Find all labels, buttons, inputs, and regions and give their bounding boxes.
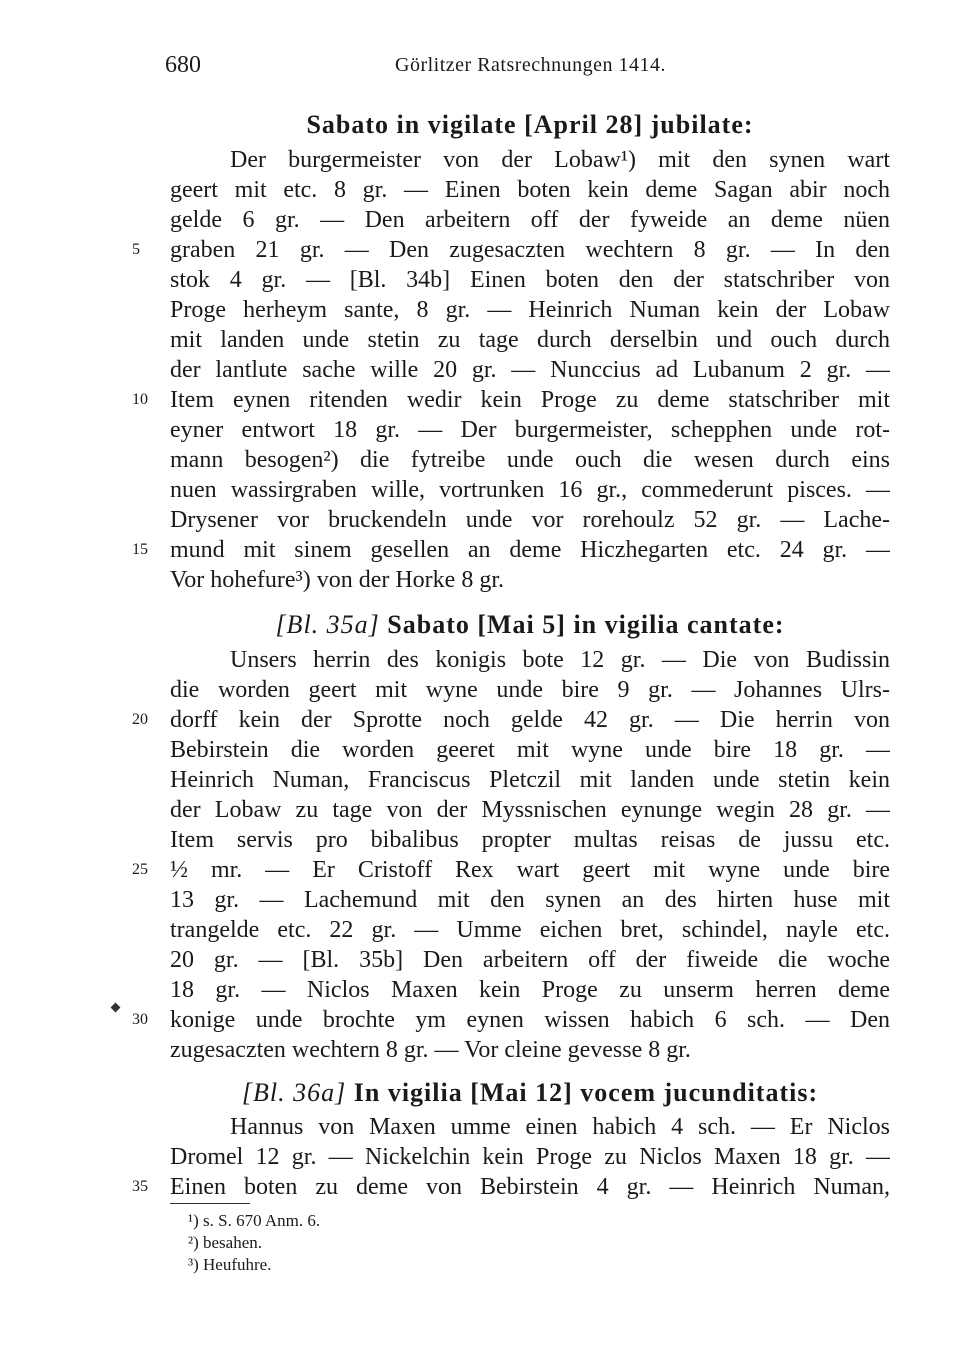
text-line: nuen wassirgraben wille, vortrunken 16 gr., commederunt pisces. — (170, 477, 890, 503)
text-line: Dromel 12 gr. — Nickelchin kein Proge zu Niclos Maxen 18 gr. — (170, 1144, 890, 1170)
text-line: der lantlute sache wille 20 gr. — Nunccius ad Lubanum 2 gr. — (170, 357, 890, 383)
text-line: der Lobaw zu tage von der Myssnischen eynunge wegin 28 gr. — (170, 797, 890, 823)
text-line: konige unde brochte ym eynen wissen habich 6 sch. — Den (170, 1007, 890, 1033)
folio-reference: [Bl. 36a] (241, 1078, 347, 1107)
text-line: Item servis pro bibalibus propter multas reisas de jussu etc. (170, 827, 890, 853)
text-line: 18 gr. — Niclos Maxen kein Proge zu unserm herren deme (170, 977, 890, 1003)
running-head: Görlitzer Ratsrechnungen 1414. (395, 54, 667, 76)
folio-reference: [Bl. 35a] (275, 610, 380, 639)
margin-mark (111, 1003, 121, 1013)
line-number: 35 (132, 1178, 148, 1195)
text-line: Drysener vor bruckendeln unde vor rorehoulz 52 gr. — Lache- (170, 507, 890, 533)
page-header (165, 52, 885, 88)
text-line: Der burgermeister von der Lobaw¹) mit den synen wart (230, 147, 890, 173)
section-heading-3: [Bl. 36a] In vigilia [Mai 12] vocem jucunditatis: (241, 1078, 819, 1107)
text-line: gelde 6 gr. — Den arbeitern off der fyweide an deme nüen (170, 207, 890, 233)
footnote-rule (170, 1203, 250, 1204)
text-line: 13 gr. — Lachemund mit den synen an des hirten huse mit (170, 887, 890, 913)
text-line: Hannus von Maxen umme einen habich 4 sch. — Er Niclos (230, 1114, 890, 1140)
text-line: Proge herheym sante, 8 gr. — Heinrich Numan kein der Lobaw (170, 297, 890, 323)
text-line: Unsers herrin des konigis bote 12 gr. — Die von Budissin (230, 647, 890, 673)
text-line: graben 21 gr. — Den zugesaczten wechtern 8 gr. — In den (170, 237, 890, 263)
text-line: eyner entwort 18 gr. — Der burgermeister, schepphen unde rot- (170, 417, 890, 443)
footnote: ²) besahen. (188, 1233, 263, 1252)
line-number: 10 (132, 391, 148, 408)
line-number: 5 (132, 241, 140, 258)
section-heading-1: Sabato in vigilate [April 28] jubilate: (306, 110, 754, 139)
text-line: mit landen unde stetin zu tage durch derselbin und ouch durch (170, 327, 890, 353)
footnote: ¹) s. S. 670 Anm. 6. (188, 1211, 321, 1230)
text-line: Heinrich Numan, Franciscus Pletczil mit landen unde stetin kein (170, 767, 890, 793)
text-line: Bebirstein die worden geeret mit wyne unde bire 18 gr. — (170, 737, 890, 763)
text-line: geert mit etc. 8 gr. — Einen boten kein deme Sagan abir noch (170, 177, 890, 203)
text-line: 20 gr. — [Bl. 35b] Den arbeitern off der fiweide die woche (170, 947, 890, 973)
line-number: 30 (132, 1011, 148, 1028)
page-number: 680 (165, 52, 201, 78)
text-line: zugesaczten wechtern 8 gr. — Vor cleine gevesse 8 gr. (170, 1037, 691, 1063)
text-line: Vor hohefure³) von der Horke 8 gr. (170, 567, 504, 593)
line-number: 20 (132, 711, 148, 728)
text-line: Einen boten zu deme von Bebirstein 4 gr. — Heinrich Numan, (170, 1174, 890, 1200)
text-line: Item eynen ritenden wedir kein Proge zu deme statschriber mit (170, 387, 890, 413)
text-line: stok 4 gr. — [Bl. 34b] Einen boten den der statschriber von (170, 267, 890, 293)
text-line: trangelde etc. 22 gr. — Umme eichen bret, schindel, nayle etc. (170, 917, 890, 943)
footnote: ³) Heufuhre. (188, 1255, 272, 1274)
line-number: 25 (132, 861, 148, 878)
text-line: mann besogen²) die fytreibe unde ouch die wesen durch eins (170, 447, 890, 473)
text-line: ½ mr. — Er Cristoff Rex wart geert mit wyne unde bire (170, 857, 890, 883)
section-heading-2: [Bl. 35a] Sabato [Mai 5] in vigilia cantate: (275, 610, 785, 639)
text-line: dorff kein der Sprotte noch gelde 42 gr. — Die herrin von (170, 707, 890, 733)
text-line: mund mit sinem gesellen an deme Hiczhegarten etc. 24 gr. — (170, 537, 890, 563)
text-line: die worden geert mit wyne unde bire 9 gr. — Johannes Ulrs- (170, 677, 890, 703)
line-number: 15 (132, 541, 148, 558)
